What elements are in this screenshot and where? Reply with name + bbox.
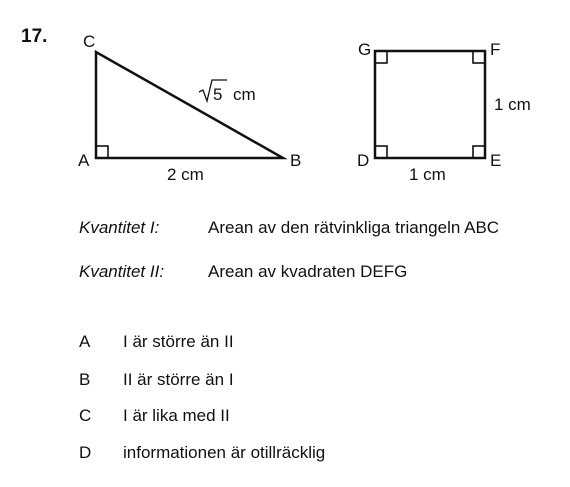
square-shape (375, 51, 485, 158)
right-angle-marker-f (473, 51, 485, 63)
square-defg (357, 40, 531, 184)
quantity-ii-text: Arean av kvadraten DEFG (208, 262, 408, 281)
option-text: I är lika med II (123, 406, 230, 425)
answer-option-d[interactable] (79, 443, 325, 463)
option-text: I är större än II (123, 332, 234, 351)
geometry-figure (0, 0, 570, 200)
right-angle-marker-d (375, 146, 387, 158)
quantity-i-row (79, 218, 499, 238)
radicand: 5 (213, 85, 223, 104)
option-text: II är större än I (123, 370, 234, 389)
right-angle-marker-g (375, 51, 387, 63)
vertex-label-c: C (83, 32, 96, 51)
hypotenuse-unit: cm (233, 85, 256, 104)
vertex-label-a: A (78, 151, 90, 170)
answer-option-b[interactable] (79, 370, 234, 390)
option-letter: A (79, 332, 91, 351)
option-letter: C (79, 406, 92, 425)
right-angle-marker-e (473, 146, 485, 158)
vertex-label-g: G (358, 40, 372, 59)
side-length-label-right: 1 cm (494, 95, 531, 114)
answer-option-a[interactable] (79, 332, 234, 352)
vertex-label-f: F (490, 40, 501, 59)
vertex-label-b: B (290, 151, 302, 170)
quantity-i-label: Kvantitet I: (79, 218, 160, 237)
triangle-shape (96, 52, 283, 158)
vertex-label-d: D (357, 151, 370, 170)
option-text: informationen är otillräcklig (123, 443, 326, 462)
base-length-label: 2 cm (167, 165, 204, 184)
option-letter: B (79, 370, 91, 389)
option-letter: D (79, 443, 92, 462)
triangle-abc (78, 32, 301, 184)
hypotenuse-label (199, 80, 256, 104)
right-angle-marker-a (96, 146, 108, 158)
answer-option-c[interactable] (79, 406, 230, 426)
vertex-label-e: E (490, 151, 502, 170)
side-length-label-bottom: 1 cm (409, 165, 446, 184)
quantity-ii-label: Kvantitet II: (79, 262, 165, 281)
question-number: 17. (21, 26, 48, 47)
quantity-i-text: Arean av den rätvinkliga triangeln ABC (208, 218, 500, 237)
quantity-ii-row (79, 262, 407, 282)
